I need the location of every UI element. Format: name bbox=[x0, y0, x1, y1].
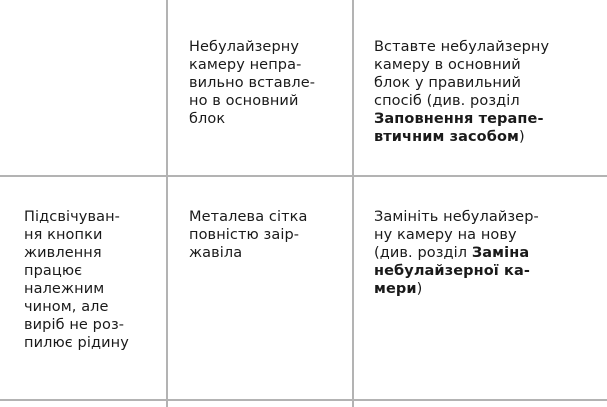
row1-cause-cell bbox=[189, 38, 349, 128]
row-divider bbox=[0, 175, 607, 177]
column-divider-1-top bbox=[166, 0, 168, 175]
row2-cause-cell bbox=[189, 208, 349, 262]
column-divider-2-top bbox=[352, 0, 354, 175]
row2-symptom-text: Підсвічуван- ня кнопки живлення працює належним чином, але виріб не роз- пилює рідину bbox=[24, 209, 129, 351]
row1-remedy-text-after: ) bbox=[518, 129, 525, 145]
row1-remedy-text-before: Вставте небулайзерну камеру в основний блок у правильний спосіб (див. розділ bbox=[374, 39, 550, 109]
row2-remedy-text-before: Замініть небулайзер- ну камеру на нову (див. розділ bbox=[374, 209, 539, 261]
row2-remedy-cell bbox=[374, 208, 602, 298]
row2-cause-text: Металева сітка повністю заір- жавіла bbox=[189, 209, 308, 261]
row1-remedy-cell bbox=[374, 38, 602, 146]
row1-remedy-text bbox=[374, 38, 602, 146]
row2-symptom-cell bbox=[24, 208, 164, 352]
row2-remedy-text-after: ) bbox=[416, 281, 423, 297]
row2-remedy-text bbox=[374, 208, 602, 298]
bottom-border bbox=[0, 399, 607, 401]
column-divider-2-bottom bbox=[352, 177, 354, 407]
row1-remedy-section-reference: Заповнення терапе- втичним засобом bbox=[374, 111, 544, 145]
row1-cause-text: Небулайзерну камеру непра- вильно вставле- но в основний блок bbox=[189, 39, 316, 127]
row2-remedy-section-reference: Заміна небулайзерної ка- мери bbox=[374, 245, 530, 297]
column-divider-1-bottom bbox=[166, 177, 168, 407]
